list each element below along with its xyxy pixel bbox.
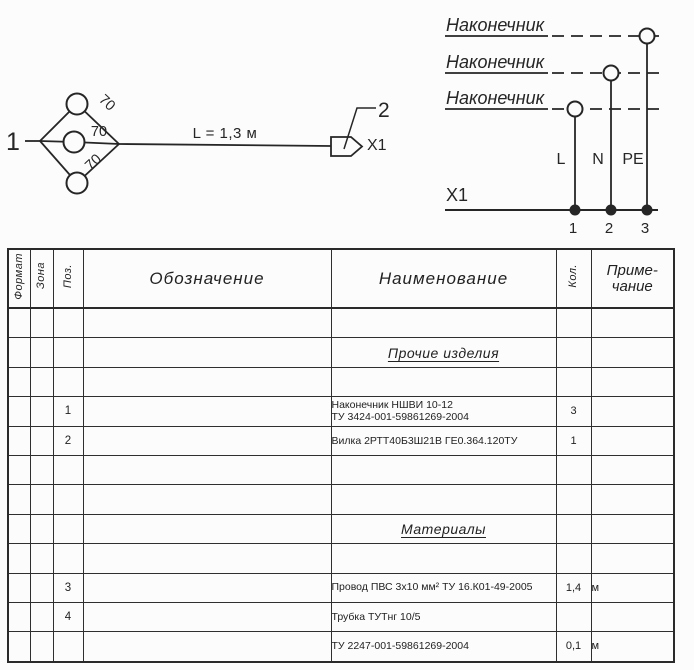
col-header-zone-label: Зона: [35, 262, 47, 290]
col-header-designation: Обозначение: [83, 249, 331, 308]
spec-row: [8, 397, 674, 426]
col-header-qty-label: Кол.: [567, 264, 579, 288]
cell-qty: [556, 514, 591, 543]
cell-qty: [556, 338, 591, 367]
cell-format: [8, 367, 30, 396]
cell-format: [8, 544, 30, 573]
cable-assembly-diagram: [0, 0, 430, 244]
spec-row: [8, 308, 674, 338]
cell-section-title: [331, 338, 556, 367]
cell-zone: [30, 544, 53, 573]
cell-qty: 0,1: [556, 632, 591, 662]
cell-designation: [83, 367, 331, 396]
cell-format: [8, 632, 30, 662]
cell-designation: [83, 455, 331, 484]
cell-format: [8, 485, 30, 514]
cell-zone: [30, 573, 53, 602]
col-header-zone: [30, 249, 53, 308]
cell-qty: [556, 485, 591, 514]
lug-label-1: Наконечник: [446, 15, 545, 35]
cell-designation: [83, 308, 331, 338]
pin-number-1: 1: [568, 220, 578, 237]
core-dim-bottom-label: 70: [82, 151, 106, 175]
cell-zone: [30, 632, 53, 662]
cell-pos: [53, 338, 83, 367]
col-header-note-line2: чание: [611, 277, 653, 295]
lug-circle-3: [568, 102, 583, 117]
section-title-other-products: Прочие изделия: [387, 344, 500, 361]
cell-name: [331, 397, 556, 426]
spec-row: [8, 573, 674, 602]
lug-circle-1: [640, 29, 655, 44]
cell-zone: [30, 426, 53, 455]
cell-name-line1: Наконечник НШВИ 10-12: [331, 398, 453, 411]
cell-name: [331, 426, 556, 455]
spec-header-row: [8, 249, 674, 308]
cell-zone: [30, 338, 53, 367]
cell-designation: [83, 426, 331, 455]
col-header-pos-label: Поз.: [61, 263, 74, 289]
lug-row-2: [445, 52, 663, 73]
cell-qty: [556, 602, 591, 631]
cell-format: [8, 426, 30, 455]
cell-section-title: [331, 514, 556, 543]
cell-qty: [556, 367, 591, 396]
cell-note: м: [591, 632, 674, 662]
cell-zone: [30, 602, 53, 631]
cell-designation: [83, 514, 331, 543]
pinout-diagram: [430, 0, 694, 246]
cell-note: [591, 514, 674, 543]
cell-zone: [30, 367, 53, 396]
col-header-format-label: Формат: [12, 252, 25, 300]
cell-pos: [53, 514, 83, 543]
cell-name: [331, 308, 556, 338]
pin-node-2: [606, 205, 617, 216]
core-circle-bottom: [67, 173, 88, 194]
cell-qty: [556, 544, 591, 573]
lug-row-1: [445, 15, 663, 36]
cell-name-line1: ТУ 2247-001-59861269-2004: [331, 640, 469, 653]
cell-format: [8, 338, 30, 367]
cell-pos: 1: [53, 397, 83, 426]
pos-marker-2-label: 2: [378, 99, 390, 122]
wire-l-label: L: [556, 151, 566, 168]
core-circle-top: [67, 94, 88, 115]
cell-designation: [83, 485, 331, 514]
lug-circle-2: [604, 66, 619, 81]
cell-qty: 1: [556, 426, 591, 455]
spec-row: [8, 544, 674, 573]
spec-row: [8, 367, 674, 396]
pin-node-1: [570, 205, 581, 216]
cell-qty: [556, 455, 591, 484]
cell-note: [591, 308, 674, 338]
cell-format: [8, 308, 30, 338]
cell-zone: [30, 485, 53, 514]
cell-qty: [556, 308, 591, 338]
cell-name: [331, 544, 556, 573]
col-header-qty: [556, 249, 591, 308]
cell-designation: [83, 338, 331, 367]
wire-n-label: N: [592, 151, 604, 168]
spec-section-row: [8, 514, 674, 543]
cell-pos: [53, 485, 83, 514]
cell-name-line1: Провод ПВС 3х10 мм² ТУ 16.К01-49-2005: [331, 581, 533, 594]
cell-pos: [53, 544, 83, 573]
col-header-name: Наименование: [331, 249, 556, 308]
cell-designation: [83, 602, 331, 631]
cell-name: [331, 573, 556, 602]
cell-note: м: [591, 573, 674, 602]
spec-section-row: [8, 338, 674, 367]
cell-name: [331, 367, 556, 396]
cell-zone: [30, 397, 53, 426]
cell-name-line1: Вилка 2РТТ40Б3Ш21В ГЕ0.364.120ТУ: [331, 434, 518, 447]
cell-zone: [30, 455, 53, 484]
cell-pos: [53, 308, 83, 338]
section-title-materials: Материалы: [401, 520, 486, 537]
cell-designation: [83, 573, 331, 602]
core-dim-mid-label: 70: [90, 124, 108, 140]
cell-name: [331, 485, 556, 514]
cell-format: [8, 514, 30, 543]
cell-pos: [53, 367, 83, 396]
cell-pos: 4: [53, 602, 83, 631]
cell-note: [591, 485, 674, 514]
cell-format: [8, 397, 30, 426]
pin-node-3: [642, 205, 653, 216]
cell-pos: 3: [53, 573, 83, 602]
cell-name: [331, 632, 556, 662]
cell-note: [591, 602, 674, 631]
spec-row: [8, 426, 674, 455]
pos-marker-1-label: 1: [6, 128, 20, 156]
pin-number-2: 2: [604, 220, 614, 237]
col-header-pos: [53, 249, 83, 308]
spec-row: [8, 632, 674, 662]
col-header-note-line1: Приме-: [606, 261, 658, 279]
core-dim-top-label: 70: [95, 91, 119, 115]
lug-label-2: Наконечник: [446, 52, 545, 72]
cell-format: [8, 602, 30, 631]
col-header-format: [8, 249, 30, 308]
cell-format: [8, 573, 30, 602]
spec-row: [8, 602, 674, 631]
cell-note: [591, 544, 674, 573]
cell-zone: [30, 308, 53, 338]
pin-number-3: 3: [640, 220, 650, 237]
cell-designation: [83, 544, 331, 573]
core-end-circles: [64, 94, 88, 194]
cell-name-line1: Трубка ТУТнг 10/5: [331, 610, 421, 623]
cell-note: [591, 455, 674, 484]
spec-row: [8, 455, 674, 484]
specification-table: [7, 248, 675, 663]
cell-note: [591, 397, 674, 426]
cell-name: [331, 602, 556, 631]
cell-name: [331, 455, 556, 484]
cell-note: [591, 338, 674, 367]
lug-row-3: [445, 88, 663, 109]
cable-length-label: L = 1,3 м: [192, 125, 258, 142]
core-circle-mid: [64, 132, 85, 153]
lug-label-3: Наконечник: [446, 88, 545, 108]
cell-format: [8, 455, 30, 484]
cell-qty: 3: [556, 397, 591, 426]
cell-qty: 1,4: [556, 573, 591, 602]
connector-ref-label: X1: [367, 137, 387, 154]
col-header-note: [591, 249, 674, 308]
cell-pos: [53, 632, 83, 662]
cell-zone: [30, 514, 53, 543]
cell-designation: [83, 397, 331, 426]
cell-designation: [83, 632, 331, 662]
cell-name-line2: ТУ 3424-001-59861269-2004: [331, 411, 469, 424]
cell-pos: [53, 455, 83, 484]
spec-row: [8, 485, 674, 514]
wire-pe-label: PE: [622, 151, 644, 168]
cell-note: [591, 367, 674, 396]
cell-note: [591, 426, 674, 455]
connector-x1-label: X1: [446, 185, 469, 205]
cell-pos: 2: [53, 426, 83, 455]
